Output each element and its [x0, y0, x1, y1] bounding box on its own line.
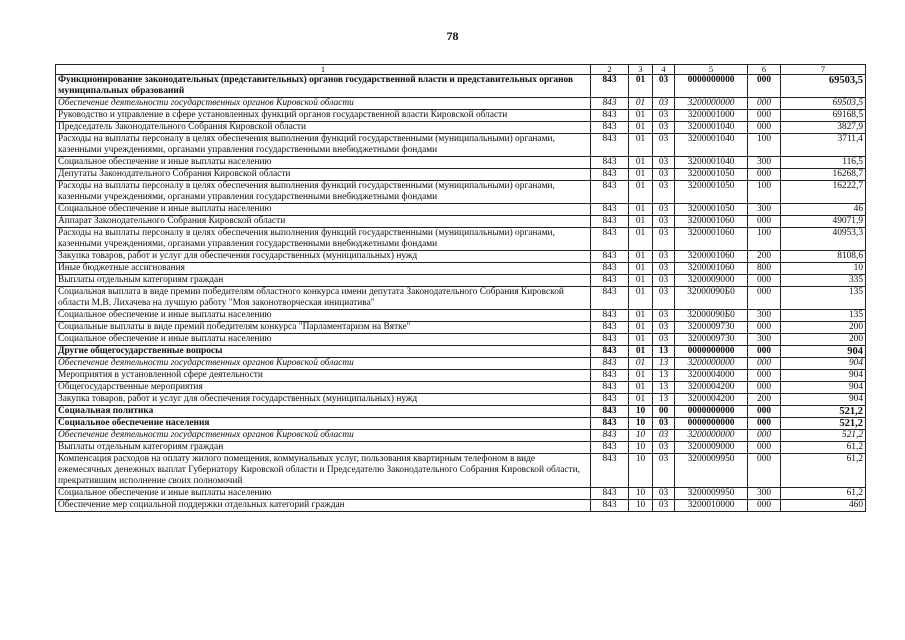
row-subsection: 13 [653, 358, 675, 370]
row-expense-type: 300 [748, 204, 781, 216]
column-header: 1 [56, 65, 591, 75]
row-target-code: 3200009730 [675, 322, 748, 334]
row-amount: 8108,6 [781, 251, 866, 263]
row-section: 10 [629, 454, 653, 488]
row-subsection: 03 [653, 98, 675, 110]
row-target-code: 32000090Б0 [675, 287, 748, 310]
row-name: Социальные выплаты в виде премий победителям конкурса "Парламентаризм на Вятке" [56, 322, 591, 334]
row-name: Расходы на выплаты персоналу в целях обеспечения выполнения функций государственными (муниципальными) органами, казенными учреждениями, органами управления государственными внебюджетными фондами [56, 228, 591, 251]
row-code: 843 [591, 181, 629, 204]
row-amount: 40953,3 [781, 228, 866, 251]
row-subsection: 03 [653, 500, 675, 512]
row-code: 843 [591, 370, 629, 382]
row-target-code: 3200001050 [675, 204, 748, 216]
row-target-code: 3200004200 [675, 394, 748, 406]
table-header-row [56, 65, 866, 75]
row-subsection: 03 [653, 442, 675, 454]
row-name: Социальное обеспечение и иные выплаты населению [56, 157, 591, 169]
row-amount: 69503,5 [781, 98, 866, 110]
row-expense-type: 100 [748, 134, 781, 157]
table-row [56, 251, 866, 263]
row-section: 01 [629, 181, 653, 204]
row-section: 10 [629, 430, 653, 442]
row-section: 10 [629, 418, 653, 430]
row-expense-type: 000 [748, 110, 781, 122]
row-section: 01 [629, 310, 653, 322]
row-section: 01 [629, 134, 653, 157]
row-amount: 16222,7 [781, 181, 866, 204]
row-subsection: 03 [653, 322, 675, 334]
row-code: 843 [591, 322, 629, 334]
row-name: Социальная выплата в виде премии победителям областного конкурса имени депутата Законодательного Собрания Кировской области М.В. Лихачева на лучшую работу "Моя законотворческая инициатива" [56, 287, 591, 310]
row-code: 843 [591, 122, 629, 134]
row-section: 10 [629, 500, 653, 512]
page-number: 78 [446, 29, 459, 43]
row-code: 843 [591, 442, 629, 454]
row-name: Социальное обеспечение и иные выплаты населению [56, 488, 591, 500]
row-subsection: 03 [653, 204, 675, 216]
table-row [56, 500, 866, 512]
row-target-code: 3200010000 [675, 500, 748, 512]
row-subsection: 03 [653, 134, 675, 157]
row-subsection: 13 [653, 382, 675, 394]
row-name: Социальное обеспечение и иные выплаты населению [56, 310, 591, 322]
row-name: Мероприятия в установленной сфере деятельности [56, 370, 591, 382]
row-section: 01 [629, 228, 653, 251]
row-expense-type: 300 [748, 157, 781, 169]
row-name: Закупка товаров, работ и услуг для обеспечения государственных (муниципальных) нужд [56, 251, 591, 263]
row-section: 01 [629, 358, 653, 370]
column-header: 2 [591, 65, 629, 75]
column-header: 5 [675, 65, 748, 75]
table-row [56, 394, 866, 406]
table-row [56, 454, 866, 488]
row-subsection: 03 [653, 169, 675, 181]
row-subsection: 03 [653, 181, 675, 204]
row-name: Общегосударственные мероприятия [56, 382, 591, 394]
table-row [56, 98, 866, 110]
table-row [56, 430, 866, 442]
row-expense-type: 300 [748, 488, 781, 500]
row-expense-type: 000 [748, 169, 781, 181]
row-subsection: 03 [653, 334, 675, 346]
row-target-code: 3200009000 [675, 275, 748, 287]
table-row [56, 418, 866, 430]
row-name: Выплаты отдельным категориям граждан [56, 442, 591, 454]
row-target-code: 3200001060 [675, 228, 748, 251]
row-name: Другие общегосударственные вопросы [56, 346, 591, 358]
row-name: Компенсация расходов на оплату жилого помещения, коммунальных услуг, пользования квартирным телефоном в виде ежемесячных денежных выплат Губернатору Кировской области и Председателю Законодательного Собрания Кировской области, прекратившим исполнение своих полномочий [56, 454, 591, 488]
row-expense-type: 000 [748, 418, 781, 430]
row-name: Аппарат Законодательного Собрания Кировской области [56, 216, 591, 228]
row-expense-type: 100 [748, 228, 781, 251]
row-name: Социальное обеспечение и иные выплаты населению [56, 334, 591, 346]
row-name: Расходы на выплаты персоналу в целях обеспечения выполнения функций государственными (муниципальными) органами, казенными учреждениями, органами управления государственными внебюджетными фондами [56, 134, 591, 157]
row-section: 01 [629, 275, 653, 287]
row-expense-type: 000 [748, 287, 781, 310]
row-subsection: 03 [653, 228, 675, 251]
table-row [56, 287, 866, 310]
row-name: Обеспечение мер социальной поддержки отдельных категорий граждан [56, 500, 591, 512]
column-header: 6 [748, 65, 781, 75]
row-section: 01 [629, 75, 653, 98]
table-row [56, 442, 866, 454]
table-row [56, 488, 866, 500]
row-expense-type: 000 [748, 454, 781, 488]
table-row [56, 406, 866, 418]
row-subsection: 03 [653, 110, 675, 122]
row-target-code: 3200009730 [675, 334, 748, 346]
row-target-code: 3200000000 [675, 98, 748, 110]
row-amount: 61,2 [781, 454, 866, 488]
row-amount: 521,2 [781, 430, 866, 442]
row-section: 01 [629, 334, 653, 346]
row-code: 843 [591, 500, 629, 512]
row-code: 843 [591, 251, 629, 263]
row-amount: 904 [781, 394, 866, 406]
row-target-code: 3200001040 [675, 122, 748, 134]
row-subsection: 03 [653, 454, 675, 488]
row-target-code: 3200009950 [675, 454, 748, 488]
row-name: Председатель Законодательного Собрания Кировской области [56, 122, 591, 134]
table-row [56, 322, 866, 334]
row-target-code: 3200004000 [675, 370, 748, 382]
row-code: 843 [591, 98, 629, 110]
row-name: Закупка товаров, работ и услуг для обеспечения государственных (муниципальных) нужд [56, 394, 591, 406]
row-target-code: 3200001040 [675, 134, 748, 157]
row-code: 843 [591, 310, 629, 322]
row-code: 843 [591, 75, 629, 98]
row-section: 01 [629, 370, 653, 382]
row-code: 843 [591, 394, 629, 406]
row-subsection: 03 [653, 157, 675, 169]
row-section: 01 [629, 122, 653, 134]
table-row [56, 334, 866, 346]
row-code: 843 [591, 287, 629, 310]
column-header: 7 [781, 65, 866, 75]
budget-table [55, 64, 866, 512]
row-subsection: 03 [653, 310, 675, 322]
row-section: 01 [629, 346, 653, 358]
row-expense-type: 000 [748, 370, 781, 382]
table-row [56, 275, 866, 287]
row-code: 843 [591, 358, 629, 370]
row-target-code: 3200001040 [675, 157, 748, 169]
row-subsection: 13 [653, 346, 675, 358]
table-row [56, 122, 866, 134]
row-subsection: 03 [653, 251, 675, 263]
table-row [56, 346, 866, 358]
table-row [56, 204, 866, 216]
row-subsection: 03 [653, 275, 675, 287]
column-header: 3 [629, 65, 653, 75]
row-subsection: 03 [653, 418, 675, 430]
row-code: 843 [591, 169, 629, 181]
table-row [56, 169, 866, 181]
row-target-code: 3200001060 [675, 216, 748, 228]
row-code: 843 [591, 334, 629, 346]
table-row [56, 110, 866, 122]
row-section: 01 [629, 382, 653, 394]
row-code: 843 [591, 134, 629, 157]
row-name: Социальное обеспечение населения [56, 418, 591, 430]
table-row [56, 358, 866, 370]
table-row [56, 382, 866, 394]
row-target-code: 0000000000 [675, 406, 748, 418]
row-amount: 46 [781, 204, 866, 216]
row-subsection: 03 [653, 75, 675, 98]
row-code: 843 [591, 430, 629, 442]
row-name: Функционирование законодательных (представительных) органов государственной власти и представительных органов муниципальных образований [56, 75, 591, 98]
row-section: 01 [629, 157, 653, 169]
row-code: 843 [591, 216, 629, 228]
row-target-code: 3200001000 [675, 110, 748, 122]
row-expense-type: 000 [748, 275, 781, 287]
row-subsection: 03 [653, 287, 675, 310]
row-expense-type: 200 [748, 251, 781, 263]
row-name: Обеспечение деятельности государственных органов Кировской области [56, 98, 591, 110]
row-section: 10 [629, 406, 653, 418]
row-expense-type: 000 [748, 216, 781, 228]
row-amount: 335 [781, 275, 866, 287]
row-name: Руководство и управление в сфере установленных функций органов государственной власти Кировской области [56, 110, 591, 122]
table-row [56, 157, 866, 169]
row-amount: 116,5 [781, 157, 866, 169]
table-row [56, 134, 866, 157]
row-amount: 61,2 [781, 488, 866, 500]
row-amount: 69503,5 [781, 75, 866, 98]
row-section: 01 [629, 169, 653, 181]
row-section: 01 [629, 204, 653, 216]
row-target-code: 32000090Б0 [675, 310, 748, 322]
row-section: 01 [629, 263, 653, 275]
row-subsection: 13 [653, 394, 675, 406]
row-target-code: 3200000000 [675, 430, 748, 442]
row-code: 843 [591, 157, 629, 169]
row-name: Иные бюджетные ассигнования [56, 263, 591, 275]
row-expense-type: 300 [748, 334, 781, 346]
row-target-code: 0000000000 [675, 346, 748, 358]
row-amount: 3827,9 [781, 122, 866, 134]
row-section: 01 [629, 110, 653, 122]
row-target-code: 3200001060 [675, 251, 748, 263]
row-code: 843 [591, 382, 629, 394]
row-amount: 61,2 [781, 442, 866, 454]
row-subsection: 03 [653, 488, 675, 500]
column-header: 4 [653, 65, 675, 75]
row-expense-type: 000 [748, 406, 781, 418]
row-amount: 460 [781, 500, 866, 512]
row-name: Депутаты Законодательного Собрания Кировской области [56, 169, 591, 181]
row-name: Социальное обеспечение и иные выплаты населению [56, 204, 591, 216]
row-section: 01 [629, 322, 653, 334]
row-expense-type: 000 [748, 500, 781, 512]
row-amount: 904 [781, 382, 866, 394]
row-section: 01 [629, 287, 653, 310]
row-code: 843 [591, 228, 629, 251]
row-subsection: 03 [653, 430, 675, 442]
row-section: 10 [629, 442, 653, 454]
row-amount: 904 [781, 358, 866, 370]
row-amount: 200 [781, 334, 866, 346]
row-amount: 904 [781, 346, 866, 358]
row-section: 01 [629, 251, 653, 263]
row-expense-type: 000 [748, 322, 781, 334]
row-amount: 135 [781, 310, 866, 322]
row-expense-type: 000 [748, 382, 781, 394]
row-section: 01 [629, 216, 653, 228]
row-target-code: 3200001050 [675, 169, 748, 181]
table-body [56, 75, 866, 512]
row-subsection: 00 [653, 406, 675, 418]
row-code: 843 [591, 346, 629, 358]
row-section: 01 [629, 98, 653, 110]
table-row [56, 370, 866, 382]
row-code: 843 [591, 406, 629, 418]
row-expense-type: 800 [748, 263, 781, 275]
row-code: 843 [591, 263, 629, 275]
row-amount: 521,2 [781, 406, 866, 418]
row-subsection: 03 [653, 263, 675, 275]
row-expense-type: 000 [748, 122, 781, 134]
row-expense-type: 300 [748, 310, 781, 322]
row-amount: 16268,7 [781, 169, 866, 181]
row-name: Обеспечение деятельности государственных органов Кировской области [56, 358, 591, 370]
row-expense-type: 100 [748, 181, 781, 204]
row-name: Расходы на выплаты персоналу в целях обеспечения выполнения функций государственными (муниципальными) органами, казенными учреждениями, органами управления государственными внебюджетными фондами [56, 181, 591, 204]
table-row [56, 263, 866, 275]
row-amount: 3711,4 [781, 134, 866, 157]
row-name: Выплаты отдельным категориям граждан [56, 275, 591, 287]
row-code: 843 [591, 110, 629, 122]
row-amount: 521,2 [781, 418, 866, 430]
row-expense-type: 000 [748, 98, 781, 110]
row-code: 843 [591, 275, 629, 287]
row-target-code: 3200001060 [675, 263, 748, 275]
row-target-code: 0000000000 [675, 75, 748, 98]
row-subsection: 03 [653, 122, 675, 134]
row-amount: 135 [781, 287, 866, 310]
table-row [56, 75, 866, 98]
row-expense-type: 200 [748, 394, 781, 406]
row-code: 843 [591, 418, 629, 430]
row-name: Обеспечение деятельности государственных органов Кировской области [56, 430, 591, 442]
row-target-code: 3200009000 [675, 442, 748, 454]
table-row [56, 216, 866, 228]
row-code: 843 [591, 204, 629, 216]
row-target-code: 3200009950 [675, 488, 748, 500]
table-row [56, 310, 866, 322]
row-target-code: 3200001050 [675, 181, 748, 204]
row-amount: 10 [781, 263, 866, 275]
row-subsection: 03 [653, 216, 675, 228]
row-code: 843 [591, 454, 629, 488]
row-amount: 904 [781, 370, 866, 382]
row-expense-type: 000 [748, 430, 781, 442]
row-name: Социальная политика [56, 406, 591, 418]
row-subsection: 13 [653, 370, 675, 382]
row-expense-type: 000 [748, 442, 781, 454]
row-amount: 69168,5 [781, 110, 866, 122]
row-expense-type: 000 [748, 346, 781, 358]
row-section: 01 [629, 394, 653, 406]
row-code: 843 [591, 488, 629, 500]
row-amount: 200 [781, 322, 866, 334]
row-expense-type: 000 [748, 75, 781, 98]
row-amount: 49071,9 [781, 216, 866, 228]
row-target-code: 3200004200 [675, 382, 748, 394]
table-row [56, 181, 866, 204]
row-target-code: 3200000000 [675, 358, 748, 370]
row-expense-type: 000 [748, 358, 781, 370]
table-row [56, 228, 866, 251]
row-section: 10 [629, 488, 653, 500]
row-target-code: 0000000000 [675, 418, 748, 430]
